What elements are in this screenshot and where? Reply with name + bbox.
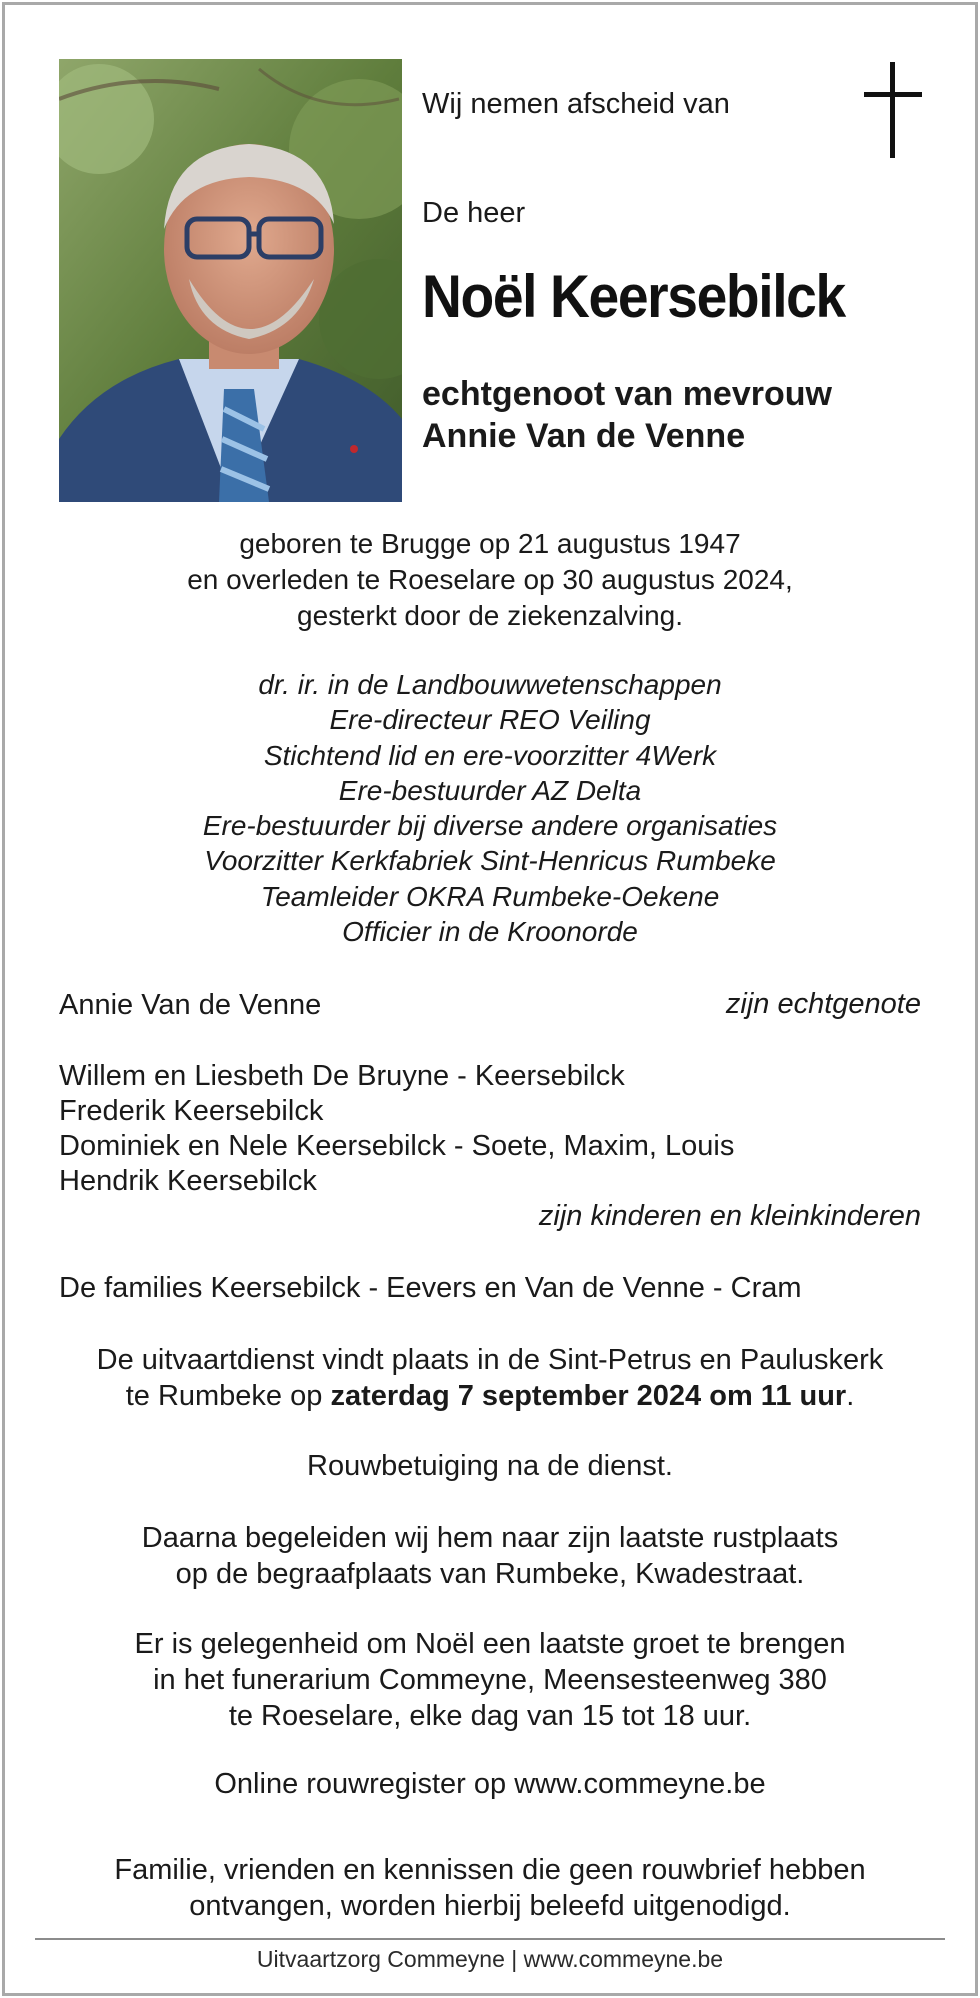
online-register: Online rouwregister op www.commeyne.be	[214, 1768, 766, 1800]
intro-text: Wij nemen afscheid van	[422, 88, 730, 120]
death-line: en overleden te Roeselare op 30 augustus 2024,	[187, 564, 793, 595]
children-role: zijn kinderen en kleinkinderen	[538, 1200, 921, 1232]
spouse-heading	[422, 373, 832, 457]
title-item: Ere-bestuurder AZ Delta	[338, 774, 642, 806]
spouse-role: zijn echtgenote	[725, 988, 921, 1020]
condolence-text: Rouwbetuiging na de dienst.	[307, 1450, 673, 1482]
titles-list	[0, 667, 980, 949]
title-item: Voorzitter Kerkfabriek Sint-Henricus Rumbeke	[204, 845, 776, 877]
children-list	[59, 1059, 921, 1199]
invitation-text	[0, 1852, 980, 1924]
child-item: Dominiek en Nele Keersebilck - Soete, Maxim, Louis	[59, 1130, 735, 1162]
cross-icon	[864, 62, 922, 158]
families-line: De families Keersebilck - Eevers en Van de Venne - Cram	[59, 1272, 802, 1304]
visit-info	[0, 1626, 980, 1734]
service-info	[0, 1342, 980, 1414]
title-prefix: De heer	[422, 197, 526, 229]
spouse-line-1: echtgenoot van mevrouw	[422, 375, 832, 413]
title-item: Ere-bestuurder bij diverse andere organisaties	[202, 810, 778, 842]
visit-line: in het funerarium Commeyne, Meensesteenweg 380	[153, 1664, 827, 1696]
burial-line: op de begraafplaats van Rumbeke, Kwadestraat.	[175, 1558, 805, 1590]
service-line-2: te Rumbeke op zaterdag 7 september 2024 om 11 uur.	[125, 1380, 855, 1412]
spouse-name: Annie Van de Venne	[59, 989, 322, 1021]
footer-text: Uitvaartzorg Commeyne | www.commeyne.be	[256, 1946, 724, 1972]
burial-info	[0, 1520, 980, 1592]
deceased-name: Noël Keersebilck	[422, 263, 845, 330]
birth-death-info	[0, 526, 980, 634]
child-item: Hendrik Keersebilck	[59, 1165, 317, 1197]
birth-line: geboren te Brugge op 21 augustus 1947	[239, 528, 741, 559]
portrait-photo	[59, 59, 402, 502]
burial-line: Daarna begeleiden wij hem naar zijn laatste rustplaats	[141, 1522, 839, 1554]
title-item: Stichtend lid en ere-voorzitter 4Werk	[263, 739, 717, 771]
footer-divider	[35, 1938, 945, 1940]
child-item: Frederik Keersebilck	[59, 1095, 324, 1127]
visit-line: Er is gelegenheid om Noël een laatste groet te brengen	[134, 1628, 846, 1660]
title-item: Ere-directeur REO Veiling	[329, 704, 651, 736]
title-item: Officier in de Kroonorde	[342, 916, 638, 948]
service-date: zaterdag 7 september 2024 om 11 uur	[330, 1380, 847, 1412]
visit-line: te Roeselare, elke dag van 15 tot 18 uur.	[228, 1700, 752, 1732]
title-item: Teamleider OKRA Rumbeke-Oekene	[260, 880, 720, 912]
sacrament-line: gesterkt door de ziekenzalving.	[297, 600, 683, 631]
title-item: dr. ir. in de Landbouwwetenschappen	[258, 669, 722, 700]
spouse-line-2: Annie Van de Venne	[422, 417, 746, 455]
child-item: Willem en Liesbeth De Bruyne - Keersebilck	[59, 1060, 625, 1092]
invite-line: ontvangen, worden hierbij beleefd uitgenodigd.	[189, 1890, 791, 1922]
service-line-1: De uitvaartdienst vindt plaats in de Sint-Petrus en Pauluskerk	[96, 1344, 884, 1376]
invite-line: Familie, vrienden en kennissen die geen rouwbrief hebben	[114, 1854, 866, 1886]
